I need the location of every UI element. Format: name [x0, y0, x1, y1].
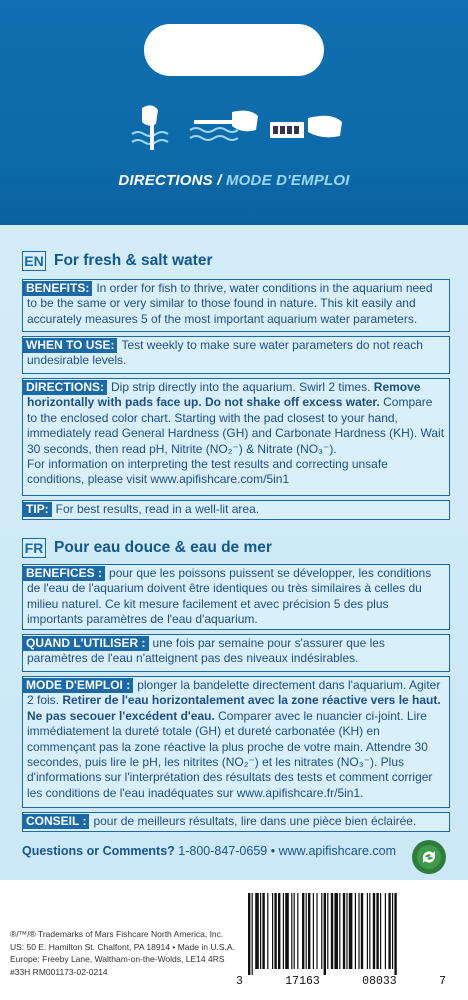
barcode-bar	[367, 893, 368, 969]
fr-benefits-text: pour que les poissons puissent se développer, les conditions de l'eau de l'aquarium doivent être identiques ou très similaires à celles du milieu naturel. Ce kit mesure facilement et avec précision 5 des plus importants paramètres de l'eau d'aquarium.	[27, 566, 432, 627]
barcode-bar	[278, 893, 280, 969]
en-benefits-section	[22, 279, 450, 332]
barcode-bar	[334, 893, 338, 969]
en-when-label: WHEN TO USE:	[23, 338, 117, 353]
en-when-section	[22, 336, 450, 374]
barcode-bar	[392, 893, 393, 969]
en-when-text: Test weekly to make sure water parameters do not reach undesirable levels.	[27, 338, 423, 368]
barcode-bar	[327, 893, 328, 969]
legal-line-4: #33H RM001173-02-0214	[10, 966, 108, 977]
fr-directions-text-1: plonger la bandelette directement dans l'aquarium. Agiter 2 fois.	[27, 678, 441, 708]
fr-directions-label: MODE D'EMPLOI :	[23, 678, 133, 693]
barcode-bar	[376, 893, 378, 969]
directions-title	[0, 172, 468, 189]
barcode-bar	[291, 893, 292, 969]
barcode-bar	[302, 893, 304, 969]
barcode-bar	[272, 893, 273, 969]
en-tip-section	[22, 500, 450, 520]
fr-badge: FR	[22, 538, 46, 558]
legal-line-1: ®/™/® Trademarks of Mars Fishcare North America, Inc.	[10, 929, 224, 939]
fr-benefits-label: BENEFICES :	[23, 566, 105, 581]
barcode-bar	[316, 893, 317, 969]
barcode-bar	[248, 893, 250, 975]
contact-line	[22, 844, 396, 858]
en-directions-label: DIRECTIONS:	[23, 380, 107, 395]
barcode-bar	[321, 893, 322, 969]
barcode-bar	[274, 893, 276, 969]
hang-hole	[144, 24, 324, 76]
barcode-bar	[297, 893, 298, 969]
fr-tip-section	[22, 812, 450, 832]
barcode-bar	[361, 893, 363, 969]
fr-directions-text-2: Comparer avec le nuancier ci-joint. Lire immédiatement la dureté totale (GH) et dureté carbonatée (KH) en commençant pas la zone réactive la plus proche de votre main. Attendre 30 secondes, puis lire le pH, les nitrites (NO₂⁻) et les nitrates (NO₃⁻). Plus d'informations sur l'interprétation des résultats des tests et comment corriger les conditions de l'eau inadéquates sur www.apifishcare.fr/5in1.	[27, 708, 433, 800]
en-tip-label: TIP:	[23, 502, 52, 517]
barcode-bar	[385, 893, 386, 969]
barcode-bar	[380, 893, 381, 969]
barcode-bar	[255, 893, 259, 969]
legal-text	[10, 928, 235, 978]
dip-strip-icon	[132, 105, 168, 150]
directions-illustration	[128, 104, 358, 164]
barcode-bar	[388, 893, 390, 969]
barcode-bar	[343, 893, 345, 969]
barcode-bar	[306, 893, 307, 969]
barcode-bar	[252, 893, 253, 975]
recycle-icon	[412, 840, 446, 874]
fr-heading	[22, 538, 272, 558]
fr-when-text: une fois par semaine pour s'assurer que les paramètres de l'eau n'atteignent pas des niveaux indésirables.	[27, 636, 385, 666]
barcode-digit-3: 08033	[362, 975, 397, 988]
en-tip-text: For best results, read in a well-lit area.	[55, 502, 260, 516]
directions-fr: MODE D'EMPLOI	[225, 172, 350, 189]
barcode-bar	[308, 893, 310, 969]
en-benefits-label: BENEFITS:	[23, 281, 92, 296]
fr-tip-text: pour de meilleurs résultats, lire dans une pièce bien éclairée.	[93, 814, 417, 828]
barcode-bar	[313, 893, 314, 969]
legal-line-2: US: 50 E. Hamilton St. Chalfont, PA 18914 • Made in U.S.A.	[10, 941, 235, 952]
barcode-digit-4: 7	[439, 975, 446, 988]
en-directions-text-2: Compare to the enclosed color chart. Starting with the pad closest to your hand, immediately read General Hardness (GH) and Carbonate Hardness (KH). Wait 30 seconds, then read pH, Nitrite (NO₂⁻) & Nitrate (NO₃⁻).	[27, 395, 445, 456]
en-benefits-text: In order for fish to thrive, water conditions in the aquarium need to be the same or very similar to those found in nature. This kit easily and accurately measures 5 of the most important aquarium water parameters.	[27, 281, 433, 326]
directions-en: DIRECTIONS	[118, 172, 213, 189]
contact-website: www.apifishcare.com	[278, 844, 397, 858]
barcode-bar	[349, 893, 353, 969]
fr-benefits-section	[22, 564, 450, 630]
barcode-bar	[267, 893, 268, 969]
title-separator: /	[212, 172, 226, 189]
barcode	[236, 893, 446, 975]
contact-bullet: •	[270, 844, 276, 858]
en-directions-section	[22, 378, 450, 496]
barcode-number	[236, 975, 446, 988]
legal-line-3: Europe: Freeby Lane, Waltham-on-the-Wolds, LE14 4RS	[10, 954, 225, 965]
en-title: For fresh & salt water	[54, 252, 213, 269]
fr-directions-bold: Retirer de l'eau horizontalement avec la zone réactive vers le haut. Ne pas secouer l'excédent d'eau.	[27, 693, 441, 723]
en-directions-text-3: For information on interpreting the test results and correcting unsafe conditions, please visit www.apifishcare.com/5in1	[27, 457, 388, 487]
barcode-bar	[394, 893, 396, 975]
contact-phone: 1-800-847-0659	[178, 844, 268, 858]
fr-title: Pour eau douce & eau de mer	[54, 539, 272, 556]
en-directions-text-1: Dip strip directly into the aquarium. Swirl 2 times.	[111, 380, 371, 394]
fr-when-section	[22, 634, 450, 672]
barcode-digit-1: 3	[236, 975, 243, 988]
contact-question: Questions or Comments?	[22, 844, 175, 858]
barcode-bar	[346, 893, 347, 969]
en-heading	[22, 251, 213, 271]
barcode-bar	[369, 893, 370, 969]
barcode-bar	[355, 893, 356, 969]
en-directions-bold: Remove horizontally with pads face up. Do not shake off excess water.	[27, 380, 421, 410]
fr-tip-label: CONSEIL :	[23, 814, 89, 829]
barcode-bar	[285, 893, 289, 969]
barcode-bar	[373, 893, 375, 969]
fr-directions-section	[22, 676, 450, 808]
hand-strip-icon	[190, 111, 258, 140]
barcode-bar	[294, 893, 295, 969]
barcode-bar	[260, 893, 261, 969]
barcode-bar	[339, 893, 340, 969]
barcode-bar	[358, 893, 359, 969]
barcode-bar	[262, 893, 264, 969]
barcode-bar	[324, 893, 326, 975]
color-chart-icon	[270, 116, 342, 138]
barcode-digit-2: 17163	[285, 975, 320, 988]
barcode-bar	[283, 893, 284, 969]
fr-when-label: QUAND L'UTILISER :	[23, 636, 149, 651]
barcode-bar	[331, 893, 333, 969]
en-badge: EN	[22, 251, 46, 271]
